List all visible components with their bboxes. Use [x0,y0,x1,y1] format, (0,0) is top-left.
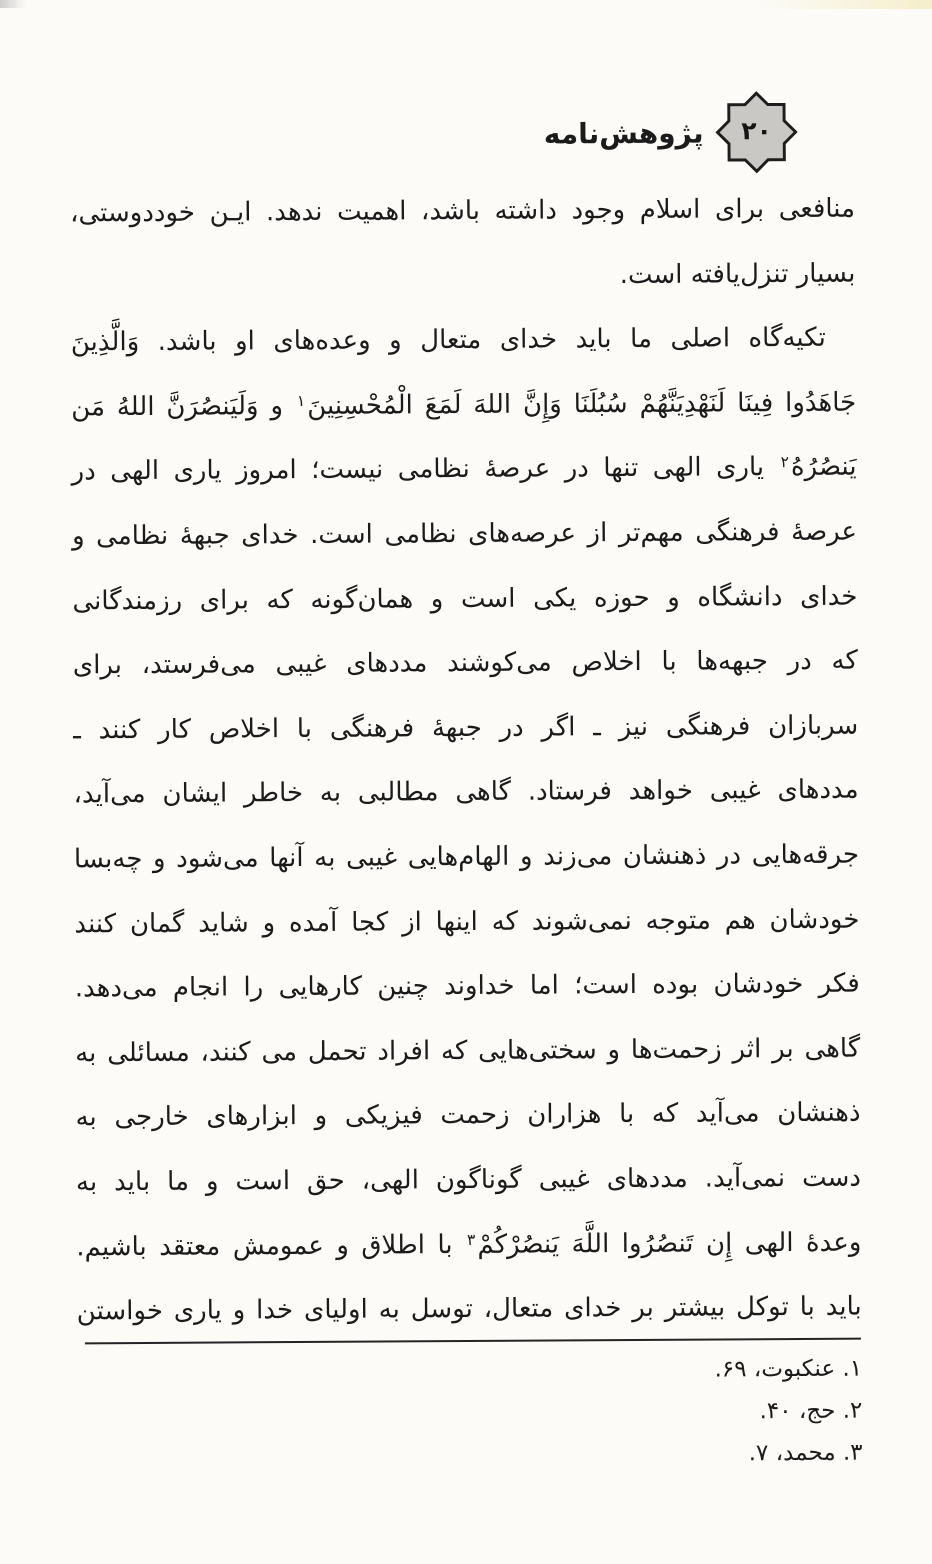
body-line: خودشان هم متوجه نمی‌شوند که اینها از کجا آمده و شاید گمان کنند [74,904,860,939]
body-line: مددهای غیبی خواهد فرستاد. گاهی مطالبی به خاطر ایشان می‌آید، [73,774,859,810]
body-text [70,177,862,1344]
body-line: دست نمی‌آید. مددهای غیبی گوناگون الهی، حق است و ما باید به [75,1162,862,1198]
page-number: ۲۰ [741,116,772,146]
body-line: که در جبهه‌ها با اخلاص می‌کوشند مددهای غیبی می‌فرستد، برای [72,645,858,681]
footnote: ۳. محمد، ۷. [748,1439,863,1467]
body-line: باید با توکل بیشتر بر خدای متعال، توسل به اولیای خدا و یاری خواستن [76,1291,862,1327]
footnote: ۲. حج، ۴۰. [759,1397,863,1425]
body-line: يَنصُرُهُ$^۲$ یاری الهی تنها در عرصۀ نظامی نیست؛ امروز یاری الهی در [71,451,857,487]
body-line: عرصۀ فرهنگی مهم‌تر از عرصه‌های نظامی است. خدای جبهۀ نظامی و [71,516,858,552]
body-line: سربازان فرهنگی نیز ـ اگر در جبهۀ فرهنگی با اخلاص کار کنند ـ [73,710,859,746]
footnote: ۱. عنکبوت، ۶۹. [714,1355,863,1383]
body-line: خدای دانشگاه و حوزه یکی است و همان‌گونه که برای رزمندگانی [72,581,858,616]
body-line: گاهی بر اثر زحمت‌ها و سختی‌هایی که افراد تحمل می کنند، مسائلی به [75,1033,861,1069]
body-line: تکیه‌گاه اصلی ما باید خدای متعال و وعده‌های او باشد. وَالَّذِينَ [70,322,826,358]
page-number-badge [715,91,797,173]
footnotes-section [79,1338,863,1479]
journal-title: پژوهش‌نامه [543,116,704,151]
body-line: بسیار تنزل‌یافته است. [619,258,856,290]
body-line quran-verse-line: وعدۀ الهی إِن تَنصُرُوا اللَّهَ يَنصُرْكُمْ$^۳$ با اطلاق و عمومش معتقد باشیم. [76,1227,862,1262]
running-header [544,90,798,176]
body-line: فکر خودشان بوده است؛ اما خداوند چنین کارهایی را انجام می‌دهد. [74,968,860,1004]
body-line quran-verse-line: جَاهَدُوا فِينَا لَنَهْدِيَنَّهُمْ سُبُلَنَا وَإِنَّ اللهَ لَمَعَ الْمُحْسِنِينَ$^۱$ و وَلَيَنصُرَنَّ اللهُ مَن [71,387,857,423]
body-line: منافعی برای اسلام وجود داشته باشد، اهمیت ندهد. ایـن خوددوستی، [69,193,856,229]
body-line: ذهنشان می‌آید که با هزاران زحمت فیزیکی و ابزارهای خارجی به [75,1097,861,1133]
body-line: جرقه‌هایی در ذهنشان می‌زند و الهام‌هایی غیبی به آنها می‌شود و چه‌بسا [73,839,860,875]
